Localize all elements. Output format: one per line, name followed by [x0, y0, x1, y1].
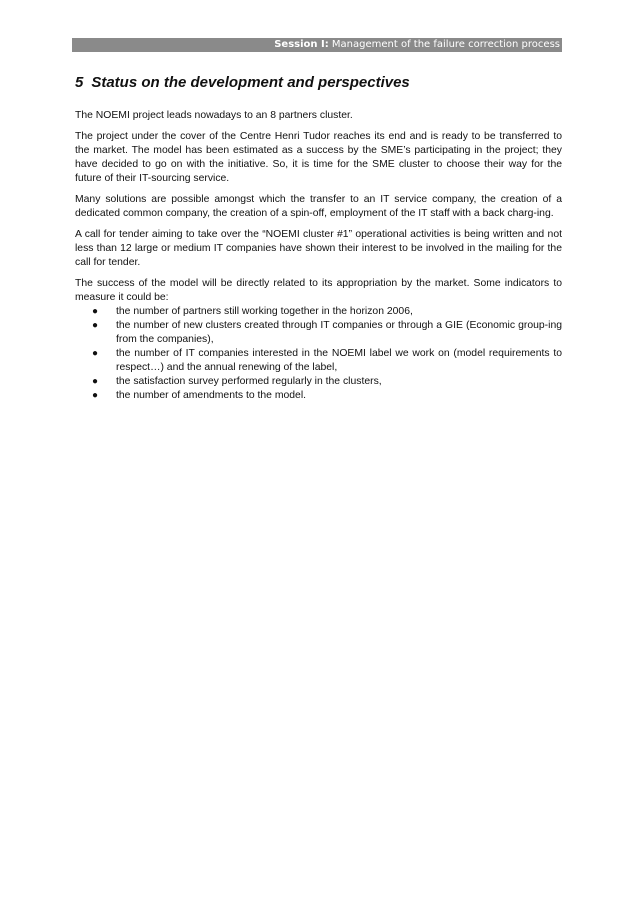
section-heading [75, 74, 562, 92]
list-item [75, 305, 562, 319]
bullet-icon: ● [92, 376, 99, 387]
paragraph-intro: The NOEMI project leads nowadays to an 8 partners cluster. [75, 110, 353, 121]
section-number: 5 [75, 74, 84, 91]
list-item-text: the number of amendments to the model. [116, 390, 307, 401]
paragraph-solutions: Many solutions are possible amongst which the transfer to an IT service company, the creation of a dedicated common company, the creation of a spin-off, employment of the IT staff with a back charg-ing. [75, 194, 562, 219]
page-content [75, 74, 562, 403]
paragraph-call-for-tender: A call for tender aiming to take over the “NOEMI cluster #1” operational activities is being written and not less than 12 large or medium IT companies have shown their interest to be involved in the mailing for the call for tender. [75, 229, 562, 268]
list-item [75, 375, 562, 389]
bullet-icon: ● [92, 390, 99, 401]
indicator-list [75, 305, 562, 403]
list-item-text: the number of IT companies interested in the NOEMI label we work on (model requirements to respect…) and the annual renewing of the label, [116, 348, 562, 373]
running-header [72, 38, 562, 52]
list-item-text: the satisfaction survey performed regularly in the clusters, [116, 376, 382, 387]
paragraph-project-transfer: The project under the cover of the Centre Henri Tudor reaches its end and is ready to be transferred to the market. The model has been estimated as a success by the SME’s participating in the project; they have decided to go on with the initiative. So, it is time for the SME cluster to choose their way for the future of their IT-sourcing service. [75, 131, 562, 184]
session-label: Session I: [274, 39, 329, 50]
bullet-icon: ● [92, 348, 99, 359]
bullet-icon: ● [92, 306, 99, 317]
list-item-text: the number of partners still working together in the horizon 2006, [116, 306, 413, 317]
list-item [75, 347, 562, 375]
bullet-icon: ● [92, 320, 99, 331]
list-item [75, 319, 562, 347]
section-title: Status on the development and perspectives [91, 74, 410, 91]
list-item-text: the number of new clusters created through IT companies or through a GIE (Economic group-ing from the companies), [116, 320, 562, 345]
list-item [75, 389, 562, 403]
session-title: Management of the failure correction process [331, 39, 560, 50]
paragraph-success-indicators: The success of the model will be directly related to its appropriation by the market. Some indicators to measure it could be: [75, 278, 562, 303]
